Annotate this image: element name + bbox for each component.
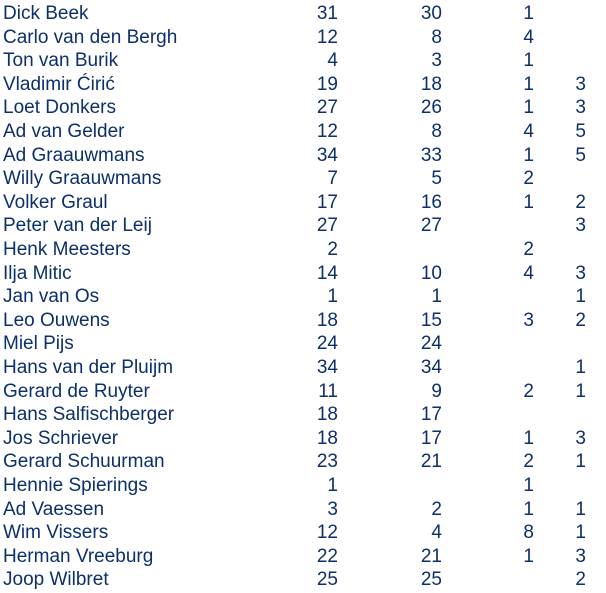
stat-column-3: 4 <box>523 26 534 48</box>
stat-column-3: 1 <box>523 545 534 567</box>
stat-column-3: 1 <box>523 191 534 213</box>
stat-column-1: 2 <box>327 239 338 260</box>
stat-column-2: 3 <box>431 50 442 72</box>
player-name: Gerard de Ruyter <box>3 380 150 402</box>
stat-column-1: 25 <box>316 569 338 591</box>
stat-column-4: 3 <box>575 215 586 237</box>
table-row <box>0 2 606 26</box>
stat-column-2: 17 <box>420 427 442 449</box>
player-name: Leo Ouwens <box>3 309 110 331</box>
table-row <box>0 403 606 427</box>
stat-column-1: 3 <box>327 498 338 520</box>
table-row <box>0 73 606 97</box>
stat-column-2: 15 <box>420 309 442 331</box>
stat-column-1: 12 <box>316 121 338 142</box>
stat-column-2: 17 <box>420 404 442 426</box>
player-name: Henk Meesters <box>3 239 131 260</box>
stat-column-4: 1 <box>575 451 586 473</box>
table-row <box>0 26 606 50</box>
stat-column-4: 1 <box>575 380 586 402</box>
stat-column-2: 33 <box>420 144 442 166</box>
stat-column-3: 2 <box>523 239 534 260</box>
stat-column-3: 1 <box>523 427 534 449</box>
table-row <box>0 120 606 144</box>
stat-column-3: 1 <box>523 475 534 496</box>
stat-column-1: 14 <box>316 262 338 284</box>
stat-column-3: 1 <box>523 50 534 72</box>
stat-column-2: 16 <box>420 191 442 213</box>
stat-column-1: 31 <box>316 3 338 24</box>
stat-column-3: 2 <box>523 168 534 190</box>
stat-column-2: 34 <box>420 357 442 378</box>
table-row <box>0 568 606 592</box>
table-row <box>0 450 606 474</box>
player-name: Hennie Spierings <box>3 475 148 496</box>
table-row <box>0 262 606 286</box>
player-name: Vladimir Ćirić <box>3 73 115 95</box>
stat-column-4: 1 <box>575 522 586 544</box>
player-name: Joop Wilbret <box>3 569 109 591</box>
stat-column-3: 2 <box>523 380 534 402</box>
player-name: Gerard Schuurman <box>3 451 165 473</box>
stat-column-4: 1 <box>575 357 586 378</box>
stat-column-1: 23 <box>316 451 338 473</box>
table-row <box>0 309 606 333</box>
stat-column-2: 25 <box>420 569 442 591</box>
stat-column-1: 1 <box>327 475 338 496</box>
table-row <box>0 545 606 569</box>
table-row <box>0 474 606 498</box>
table-row <box>0 144 606 168</box>
stat-column-4: 3 <box>575 73 586 95</box>
stat-column-3: 1 <box>523 73 534 95</box>
stat-column-1: 34 <box>316 144 338 166</box>
table-row <box>0 49 606 73</box>
stat-column-2: 1 <box>431 286 442 308</box>
stat-column-4: 5 <box>575 144 586 166</box>
stat-column-3: 8 <box>523 522 534 544</box>
stat-column-2: 9 <box>431 380 442 402</box>
stat-column-3: 1 <box>523 144 534 166</box>
table-row <box>0 167 606 191</box>
stat-column-1: 18 <box>316 427 338 449</box>
table-row <box>0 498 606 522</box>
player-name: Dick Beek <box>3 3 89 24</box>
player-name: Ad Vaessen <box>3 498 105 520</box>
stat-column-2: 24 <box>420 333 442 355</box>
stat-column-1: 24 <box>316 333 338 355</box>
stat-column-2: 4 <box>431 522 442 544</box>
player-name: Volker Graul <box>3 191 108 213</box>
stat-column-2: 8 <box>431 121 442 142</box>
table-row <box>0 191 606 215</box>
stat-column-2: 8 <box>431 26 442 48</box>
player-name: Jan van Os <box>3 286 100 308</box>
player-name: Loet Donkers <box>3 97 117 119</box>
player-name: Herman Vreeburg <box>3 545 154 567</box>
stat-column-1: 4 <box>327 50 338 72</box>
stat-column-3: 4 <box>523 121 534 142</box>
stat-column-2: 18 <box>420 73 442 95</box>
stat-column-3: 4 <box>523 262 534 284</box>
stat-column-4: 2 <box>575 309 586 331</box>
stat-column-1: 12 <box>316 522 338 544</box>
stat-column-3: 1 <box>523 97 534 119</box>
stat-column-1: 18 <box>316 309 338 331</box>
player-name: Jos Schriever <box>3 427 119 449</box>
table-row <box>0 332 606 356</box>
stat-column-4: 1 <box>575 286 586 308</box>
stat-column-1: 12 <box>316 26 338 48</box>
stat-column-1: 34 <box>316 357 338 378</box>
table-row <box>0 238 606 262</box>
stat-column-1: 1 <box>327 286 338 308</box>
table-row <box>0 96 606 120</box>
player-name: Hans van der Pluijm <box>3 357 174 378</box>
stat-column-2: 2 <box>431 498 442 520</box>
stat-column-1: 27 <box>316 215 338 237</box>
player-name: Ad Graauwmans <box>3 144 145 166</box>
player-name: Peter van der Leij <box>3 215 152 237</box>
stat-column-4: 3 <box>575 97 586 119</box>
table-row <box>0 285 606 309</box>
stat-column-4: 2 <box>575 569 586 591</box>
stat-column-4: 3 <box>575 545 586 567</box>
player-name: Miel Pijs <box>3 333 74 355</box>
stat-column-1: 17 <box>316 191 338 213</box>
table-row <box>0 214 606 238</box>
stat-column-4: 5 <box>575 121 586 142</box>
stat-column-2: 21 <box>420 545 442 567</box>
stat-column-1: 22 <box>316 545 338 567</box>
player-name: Hans Salfischberger <box>3 404 175 426</box>
stat-column-3: 2 <box>523 451 534 473</box>
table-row <box>0 356 606 380</box>
table-row <box>0 521 606 545</box>
player-name: Carlo van den Bergh <box>3 26 178 48</box>
stat-column-3: 1 <box>523 498 534 520</box>
stat-column-4: 1 <box>575 498 586 520</box>
table-row <box>0 380 606 404</box>
table-row <box>0 427 606 451</box>
player-name: Ton van Burik <box>3 50 119 72</box>
stat-column-2: 5 <box>431 168 442 190</box>
stat-column-1: 19 <box>316 73 338 95</box>
stat-column-1: 18 <box>316 404 338 426</box>
stat-column-3: 3 <box>523 309 534 331</box>
player-name: Wim Vissers <box>3 522 109 544</box>
stat-column-2: 30 <box>420 3 442 24</box>
stat-column-2: 21 <box>420 451 442 473</box>
stat-column-4: 3 <box>575 262 586 284</box>
player-name: Willy Graauwmans <box>3 168 162 190</box>
player-name: Ad van Gelder <box>3 121 125 142</box>
stat-column-3: 1 <box>523 3 534 24</box>
stat-column-4: 2 <box>575 191 586 213</box>
stat-column-2: 10 <box>420 262 442 284</box>
stat-column-1: 11 <box>318 380 338 402</box>
stat-column-1: 27 <box>316 97 338 119</box>
stat-column-1: 7 <box>327 168 338 190</box>
stat-column-2: 27 <box>420 215 442 237</box>
player-name: Ilja Mitic <box>3 262 72 284</box>
stat-column-2: 26 <box>420 97 442 119</box>
stat-column-4: 3 <box>575 427 586 449</box>
